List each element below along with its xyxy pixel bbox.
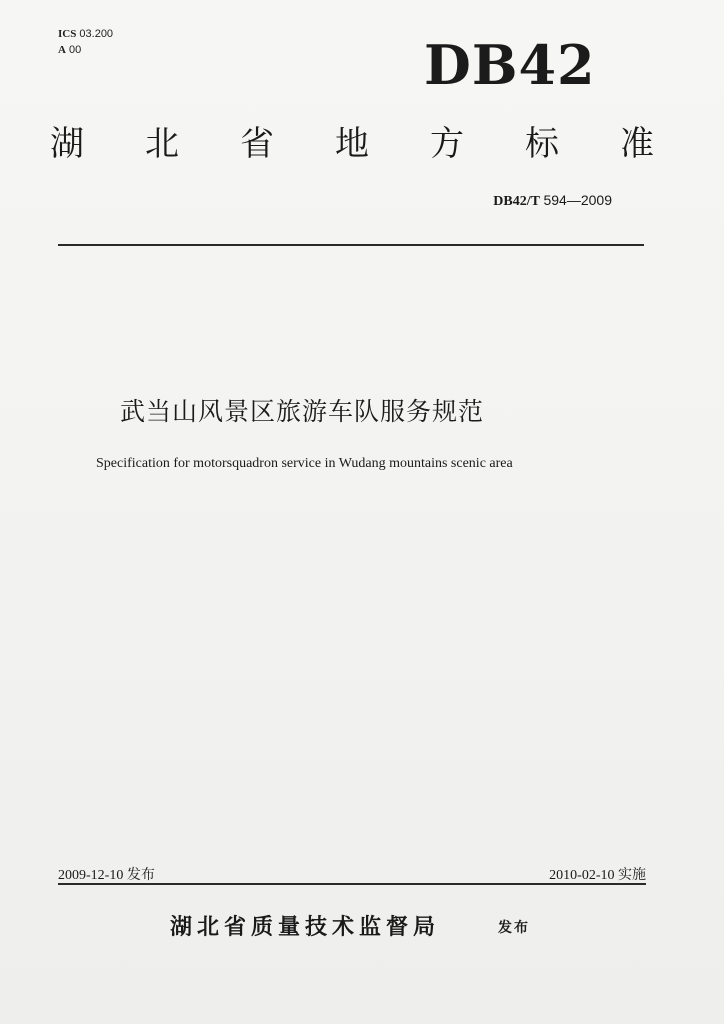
english-title: Specification for motorsquadron service in Wudang mountains scenic area bbox=[96, 456, 513, 471]
standard-type-char: 地 bbox=[335, 124, 369, 164]
standard-number-prefix: DB42/T bbox=[493, 194, 540, 209]
standard-type-heading bbox=[50, 126, 654, 163]
issue-date: 2009-12-10 发布 bbox=[58, 868, 155, 883]
ics-code: 03.200 bbox=[79, 28, 114, 40]
standard-type-char: 省 bbox=[240, 124, 274, 164]
publisher-suffix: 发布 bbox=[498, 920, 530, 936]
ics-label: ICS bbox=[58, 28, 77, 40]
standard-type-char: 方 bbox=[430, 124, 464, 164]
top-divider bbox=[58, 244, 644, 246]
class-line bbox=[58, 42, 113, 58]
standard-type-char: 湖 bbox=[50, 124, 84, 164]
standard-number-value: 594—2009 bbox=[543, 192, 612, 208]
standard-number bbox=[493, 192, 612, 210]
standard-type-char: 标 bbox=[525, 124, 559, 164]
standard-type-char: 准 bbox=[620, 124, 654, 164]
db-code: DB42 bbox=[424, 33, 596, 97]
chinese-title: 武当山风景区旅游车队服务规范 bbox=[120, 397, 485, 426]
effective-date: 2010-02-10 实施 bbox=[549, 868, 646, 883]
classification-block bbox=[58, 26, 113, 58]
class-label: A bbox=[58, 44, 66, 56]
bottom-divider bbox=[58, 883, 646, 885]
publisher-name: 湖北省质量技术监督局 bbox=[170, 915, 441, 940]
ics-line bbox=[58, 26, 113, 42]
class-code: 00 bbox=[69, 44, 82, 56]
standard-type-char: 北 bbox=[145, 124, 179, 164]
